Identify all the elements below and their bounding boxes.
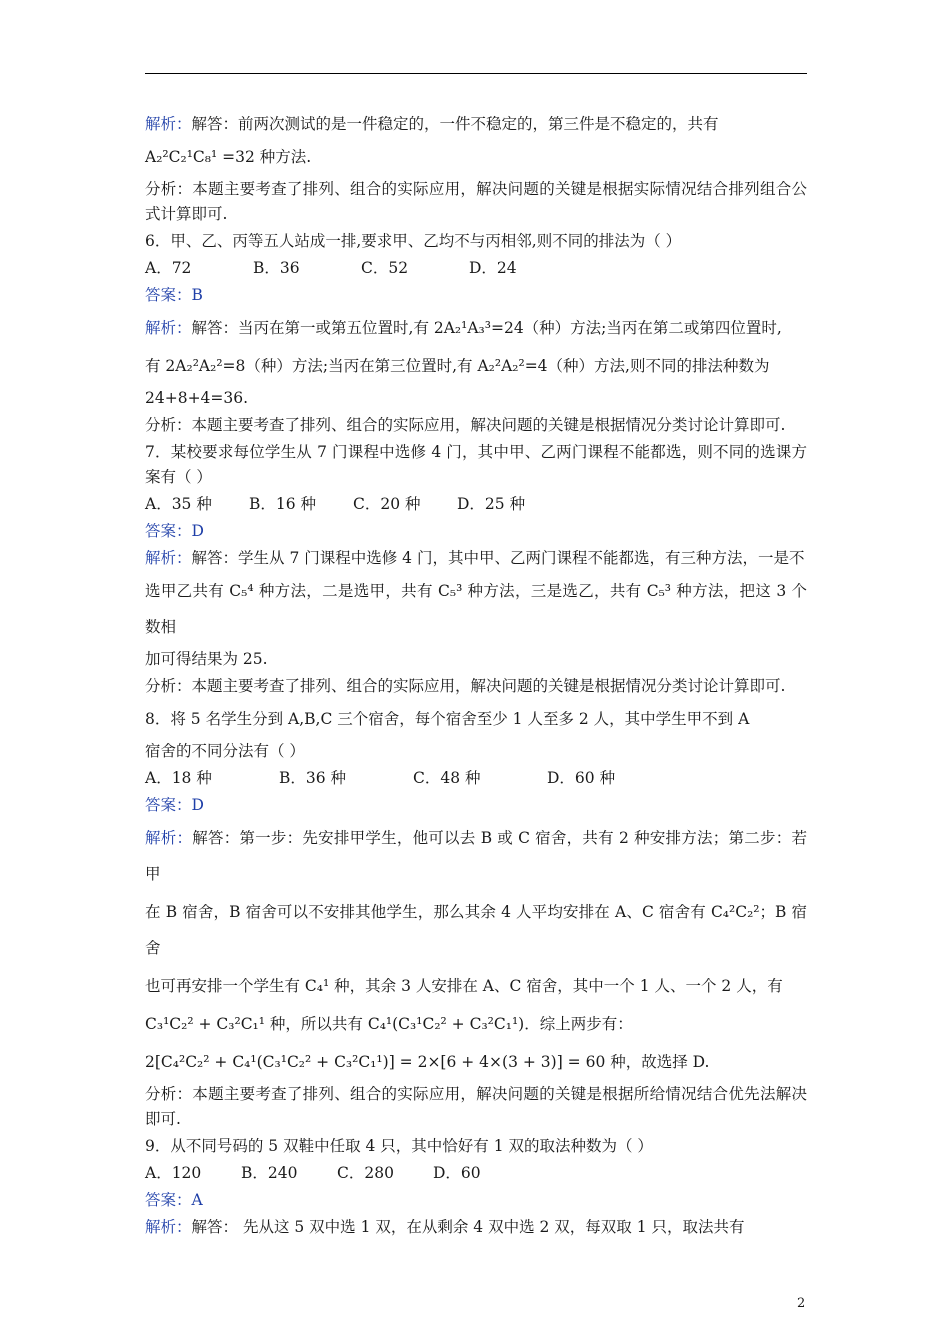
page-number: 2 [797,1296,806,1311]
option-c: C．48 种 [413,769,481,787]
question-8: 8．将 5 名学生分到 A,B,C 三个宿舍，每个宿舍至少 1 人至多 2 人，其中学生甲不到 A [145,710,750,728]
solution-line: 解析：解答：第一步：先安排甲学生，他可以去 B 或 C 宿舍，共有 2 种安排方法；第二步：若甲 [145,829,807,883]
option-d: D．60 种 [547,769,616,787]
solution-line: 解析：解答：前两次测试的是一件稳定的，一件不稳定的，第三件是不稳定的，共有 [145,115,719,133]
solution-line: 选甲乙共有 C₅⁴ 种方法，二是选甲，共有 C₅³ 种方法，三是选乙，共有 C₅³ 种方法，把这 3 个数相 [145,582,807,636]
option-d: D．24 [469,259,517,277]
options-7 [145,492,807,517]
option-b: B．36 种 [279,769,347,787]
option-a: A．18 种 [145,769,212,787]
question-9: 9．从不同号码的 5 双鞋中任取 4 只，其中恰好有 1 双的取法种数为（ ） [145,1137,653,1155]
option-a: A．35 种 [145,495,212,513]
solution-line: 也可再安排一个学生有 C₄¹ 种，其余 3 人安排在 A、C 宿舍，其中一个 1 人、一个 2 人，有 [145,977,783,995]
formula-line: A₂²C₂¹C₈¹ =32 种方法. [145,148,312,166]
document-body [145,112,807,1242]
solution-line: 2[C₄²C₂² + C₄¹(C₃¹C₂² + C₃²C₁¹)] = 2×[6 + 4×(3 + 3)] = 60 种，故选择 D. [145,1053,710,1071]
option-d: D．60 [433,1164,481,1182]
solution-line: C₃¹C₂² + C₃²C₁¹ 种，所以共有 C₄¹(C₃¹C₂² + C₃²C₁¹)．综上两步有： [145,1015,633,1033]
option-c: C．20 种 [353,495,421,513]
answer-8: 答案：D [145,796,204,814]
question-8-cont: 宿舍的不同分法有（ ） [145,742,305,760]
option-c: C．52 [361,259,409,277]
question-7: 7．某校要求每位学生从 7 门课程中选修 4 门，其中甲、乙两门课程不能都选，则不同的选课方案有（ ） [145,443,807,486]
option-b: B．36 [253,259,300,277]
solution-line: 24+8+4=36. [145,389,249,407]
analysis-line: 分析：本题主要考查了排列、组合的实际应用，解决问题的关键是根据情况分类讨论计算即可. [145,677,786,695]
answer-7: 答案：D [145,522,204,540]
solution-line: 有 2A₂²A₂²=8（种）方法;当丙在第三位置时,有 A₂²A₂²=4（种）方法,则不同的排法种数为 [145,357,770,375]
header-rule [145,73,807,74]
analysis-line: 分析：本题主要考查了排列、组合的实际应用，解决问题的关键是根据情况分类讨论计算即可. [145,416,786,434]
solution-line: 在 B 宿舍，B 宿舍可以不安排其他学生，那么其余 4 人平均安排在 A、C 宿舍有 C₄²C₂²；B 宿舍 [145,903,807,957]
option-c: C．280 [337,1164,394,1182]
solution-line: 解析：解答：学生从 7 门课程中选修 4 门，其中甲、乙两门课程不能都选，有三种方法，一是不 [145,549,805,567]
analysis-line: 分析：本题主要考查了排列、组合的实际应用，解决问题的关键是根据实际情况结合排列组合公式计算即可. [145,180,807,223]
options-9 [145,1161,807,1186]
solution-line: 解析：解答： 先从这 5 双中选 1 双，在从剩余 4 双中选 2 双，每双取 1 只，取法共有 [145,1218,745,1236]
solution-line: 解析：解答：当丙在第一或第五位置时,有 2A₂¹A₃³=24（种）方法;当丙在第二或第四位置时, [145,319,782,337]
options-6 [145,256,807,281]
option-b: B．240 [241,1164,298,1182]
answer-6: 答案：B [145,286,203,304]
option-d: D．25 种 [457,495,526,513]
option-a: A．120 [145,1164,202,1182]
solution-line: 加可得结果为 25. [145,650,268,668]
answer-9: 答案：A [145,1191,203,1209]
analysis-line: 分析：本题主要考查了排列、组合的实际应用，解决问题的关键是根据所给情况结合优先法解决即可. [145,1085,807,1128]
option-b: B．16 种 [249,495,317,513]
question-6: 6．甲、乙、丙等五人站成一排,要求甲、乙均不与丙相邻,则不同的排法为（ ） [145,232,682,250]
options-8 [145,766,807,791]
option-a: A．72 [145,259,192,277]
